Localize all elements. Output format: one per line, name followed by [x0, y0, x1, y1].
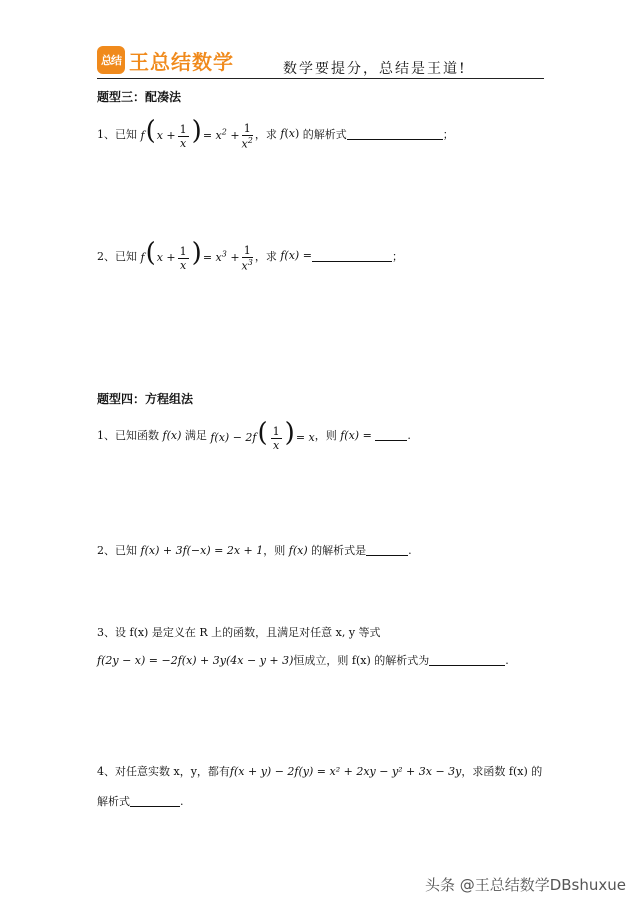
q44-suffix: ，求函数 f(x) 的: [461, 765, 543, 778]
question-4-1: [97, 420, 411, 451]
q44-prefix: 4、对任意实数 x，y，都有: [97, 765, 230, 778]
question-4-4-line2: [97, 793, 184, 809]
brand-name: 王总结数学: [129, 50, 234, 74]
question-4-3-line1: [97, 624, 381, 640]
question-4-2: [97, 542, 412, 558]
q42-end: .: [408, 543, 412, 557]
q43-end: .: [505, 653, 509, 667]
header-divider: [97, 78, 544, 79]
q31-mid: ，求: [254, 127, 277, 141]
watermark: 头条 @王总结数学DBshuxue: [424, 876, 626, 894]
q31-suffix: 的解析式: [302, 127, 347, 141]
q32-prefix: 2、已知: [97, 249, 137, 263]
slogan: 数学要提分，总结是王道!: [283, 61, 467, 77]
q43-formula: f(2y − x) = −2f(x) + 3y(4x − y + 3): [97, 653, 294, 667]
q31-formula: f(x + $\frac{1}{x}$ )= $x^2$ + $\frac{1}{x^2}$: [137, 116, 253, 151]
answer-blank[interactable]: [375, 429, 407, 441]
q41-mid1: 满足: [184, 429, 207, 443]
q41-prefix: 1、已知函数: [97, 429, 159, 443]
q44-end: .: [180, 794, 184, 808]
q31-end: ；: [442, 127, 454, 141]
answer-blank[interactable]: [429, 654, 505, 666]
q41-end: .: [407, 428, 411, 442]
q42-suffix: 的解析式是: [311, 544, 367, 557]
q41-mid2: ，则: [314, 429, 337, 443]
section-title-3: 题型三：配凑法: [97, 90, 182, 104]
answer-blank[interactable]: [366, 544, 408, 556]
page-header: [97, 44, 544, 80]
q42-prefix: 2、已知: [97, 544, 137, 557]
answer-blank[interactable]: [347, 128, 443, 140]
logo-icon: 总结: [97, 46, 125, 74]
question-3-1: [97, 118, 454, 149]
section-title-4: 题型四：方程组法: [97, 392, 194, 406]
q32-fx: f(x) =: [276, 249, 312, 263]
q32-end: ；: [391, 249, 403, 263]
q43-line1: 3、设 f(x) 是定义在 R 上的函数，且满足对任意 x, y 等式: [97, 626, 381, 639]
q32-mid: ，求: [254, 249, 277, 263]
q41-formula: f(x) − 2f( $\frac{1}{x}$ )= x: [206, 418, 315, 452]
q42-formula: f(x) + 3f(−x) = 2x + 1: [137, 543, 264, 557]
q44-line2: 解析式: [97, 795, 130, 808]
question-3-2: [97, 240, 403, 271]
q42-mid: ，则: [263, 544, 286, 557]
question-4-3-line2: [97, 652, 509, 668]
q43-mid: 恒成立，则 f(x) 的解析式为: [293, 654, 430, 667]
q41-fx: f(x): [159, 428, 185, 442]
question-4-4-line1: [97, 763, 542, 779]
q31-prefix: 1、已知: [97, 127, 137, 141]
q31-fx: f(x): [276, 127, 300, 141]
q32-formula: f(x + $\frac{1}{x}$ )= $x^3$ + $\frac{1}{x^3}$: [137, 238, 253, 273]
answer-blank[interactable]: [130, 795, 180, 807]
q41-fx2: f(x) =: [336, 428, 376, 442]
answer-blank[interactable]: [312, 250, 392, 262]
q42-fx: f(x): [285, 543, 312, 557]
q44-formula: f(x + y) − 2f(y) = x² + 2xy − y² + 3x − 3y: [229, 764, 462, 778]
